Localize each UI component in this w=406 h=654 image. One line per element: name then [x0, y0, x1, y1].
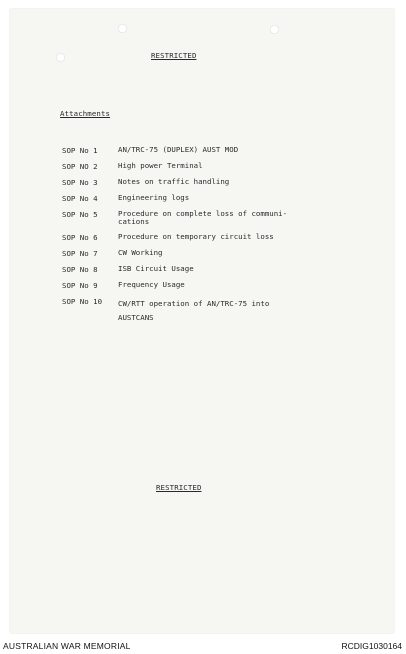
sop-title: CW/RTT operation of AN/TRC-75 into AUSTCANS	[118, 299, 270, 322]
section-heading: Attachments	[60, 109, 111, 118]
list-item	[62, 210, 372, 226]
list-item	[62, 281, 372, 290]
punch-hole-right	[270, 25, 279, 34]
sop-label: SOP No 6	[62, 233, 98, 242]
sop-label: SOP No 10	[62, 297, 103, 306]
footer-marking: RESTRICTED	[156, 483, 202, 492]
list-item	[62, 233, 372, 242]
sop-title: Procedure on complete loss of communi- cations	[118, 209, 288, 226]
sop-label: SOP No 3	[62, 178, 98, 187]
sop-label: SOP No 4	[62, 194, 98, 203]
document-page	[10, 9, 394, 633]
sop-label: SOP No 8	[62, 265, 98, 274]
list-item	[62, 249, 372, 258]
sop-title: Notes on traffic handling	[118, 177, 230, 186]
sop-title: AN/TRC-75 (DUPLEX) AUST MOD	[118, 145, 239, 154]
punch-hole-edge	[56, 53, 65, 62]
sop-label: SOP No 7	[62, 249, 98, 258]
archive-institution: AUSTRALIAN WAR MEMORIAL	[3, 641, 131, 651]
header-marking: RESTRICTED	[151, 51, 197, 60]
list-item	[62, 265, 372, 274]
sop-title: ISB Circuit Usage	[118, 264, 194, 273]
list-item	[62, 146, 372, 155]
sop-title: Procedure on temporary circuit loss	[118, 232, 274, 241]
sop-label: SOP NO 2	[62, 162, 98, 171]
sop-label: SOP No 9	[62, 281, 98, 290]
sop-title: High power Terminal	[118, 161, 203, 170]
archive-footer	[0, 637, 406, 654]
attachment-list	[62, 146, 372, 332]
list-item	[62, 297, 372, 325]
list-item	[62, 178, 372, 187]
sop-title: Engineering logs	[118, 193, 190, 202]
sop-title: CW Working	[118, 248, 163, 257]
sop-label: SOP No 1	[62, 146, 98, 155]
punch-hole-left	[118, 24, 127, 33]
archive-record-id: RCDIG1030164	[341, 641, 402, 651]
sop-title: Frequency Usage	[118, 280, 185, 289]
list-item	[62, 162, 372, 171]
list-item	[62, 194, 372, 203]
sop-label: SOP No 5	[62, 210, 98, 219]
